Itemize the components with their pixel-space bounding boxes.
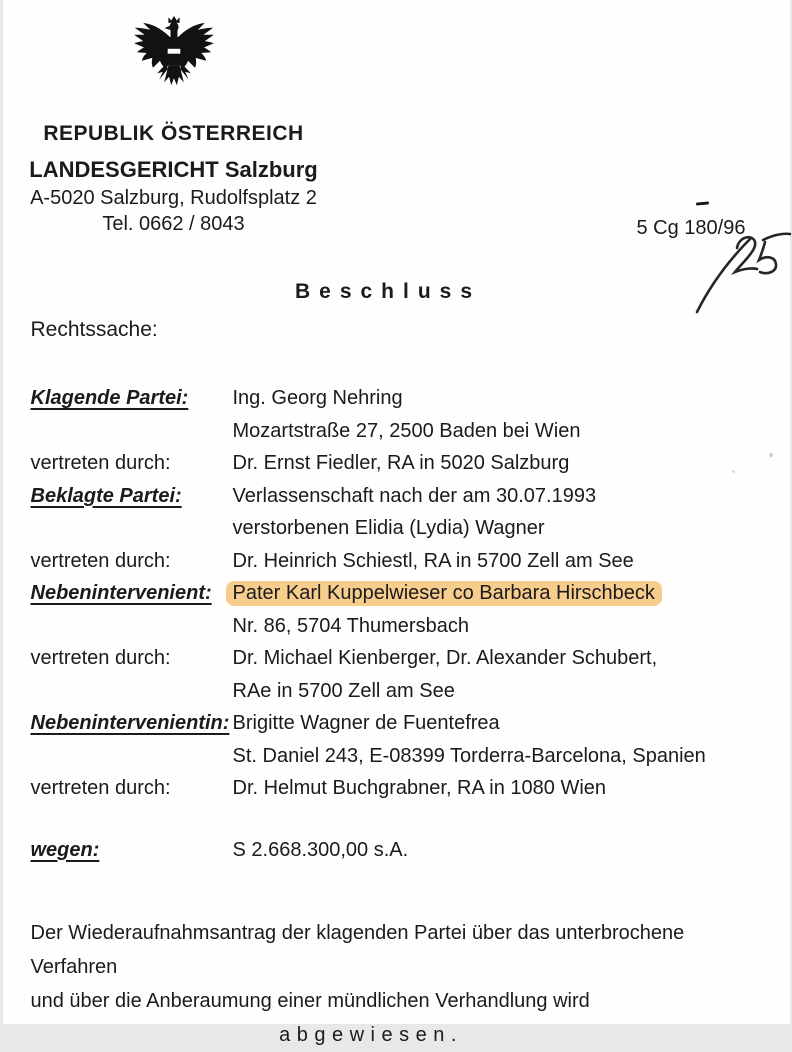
party-label: Klagende Partei: — [31, 382, 233, 447]
party-row-vertreten — [31, 447, 763, 480]
decision-paragraph — [31, 916, 768, 1052]
letterhead-phone: Tel. 0662 / 8043 — [3, 213, 345, 236]
party-value-line: St. Daniel 243, E-08399 Torderra-Barcelona, Spanien — [233, 740, 763, 773]
party-value-line: Dr. Ernst Fiedler, RA in 5020 Salzburg — [233, 447, 763, 480]
party-label: vertreten durch: — [31, 447, 233, 480]
party-value-line: Dr. Helmut Buchgrabner, RA in 1080 Wien — [233, 772, 763, 805]
letterhead-address: A-5020 Salzburg, Rudolfsplatz 2 — [3, 187, 345, 210]
party-value-line: verstorbenen Elidia (Lydia) Wagner — [233, 512, 763, 545]
document-title-wrap — [3, 280, 790, 304]
party-value-line: Dr. Michael Kienberger, Dr. Alexander Schubert, — [233, 642, 763, 675]
party-row-klagende — [31, 382, 763, 447]
decision-line: und über die Anberaumung einer mündlichen Verhandlung wird — [31, 984, 768, 1018]
decision-line: Der Wiederaufnahmsantrag der klagenden Partei über das unterbrochene Verfahren — [31, 916, 768, 984]
austrian-eagle-emblem — [132, 6, 216, 100]
party-row-nebenintervenientin — [31, 707, 763, 772]
scanned-court-document — [3, 0, 790, 1024]
party-row-vertreten — [31, 545, 763, 578]
party-label: Nebenintervenient: — [31, 577, 233, 642]
party-row-vertreten — [31, 772, 763, 805]
document-title: Beschluss — [295, 280, 481, 304]
party-label: Nebenintervenientin: — [31, 707, 233, 772]
party-value-line: Dr. Heinrich Schiestl, RA in 5700 Zell am See — [233, 545, 763, 578]
party-value-line: Nr. 86, 5704 Thumersbach — [233, 610, 763, 643]
verdict-word: abgewiesen. — [3, 1018, 740, 1052]
party-label: vertreten durch: — [31, 642, 233, 707]
party-row-nebenintervenient — [31, 577, 763, 642]
letterhead-country: REPUBLIK ÖSTERREICH — [3, 122, 345, 146]
shield-band — [167, 49, 180, 54]
letterhead — [3, 6, 345, 236]
highlighted-text: Pater Karl Kuppelwieser co Barbara Hirschbeck — [226, 581, 662, 606]
rechtssache-label: Rechtssache: — [31, 318, 158, 342]
party-label: vertreten durch: — [31, 545, 233, 578]
party-value-line: Brigitte Wagner de Fuentefrea — [233, 707, 763, 740]
scan-artifact — [769, 453, 773, 457]
party-label: wegen: — [31, 834, 233, 867]
party-row-vertreten — [31, 642, 763, 707]
party-label: Beklagte Partei: — [31, 480, 233, 545]
party-row-beklagte — [31, 480, 763, 545]
party-value-line: Verlassenschaft nach der am 30.07.1993 — [233, 480, 763, 513]
party-value-line — [233, 577, 763, 610]
claim-amount: S 2.668.300,00 s.A. — [233, 834, 763, 867]
handwritten-page-number-annotation — [681, 222, 792, 320]
party-value-line: Mozartstraße 27, 2500 Baden bei Wien — [233, 415, 763, 448]
party-label: vertreten durch: — [31, 772, 233, 805]
scan-artifact — [695, 201, 708, 205]
case-number: 5 Cg 180/96 — [637, 217, 746, 240]
letterhead-court: LANDESGERICHT Salzburg — [3, 157, 345, 183]
party-value-line: RAe in 5700 Zell am See — [233, 675, 763, 708]
parties-table — [31, 382, 763, 866]
party-value-line: Ing. Georg Nehring — [233, 382, 763, 415]
party-row-wegen — [31, 834, 763, 867]
